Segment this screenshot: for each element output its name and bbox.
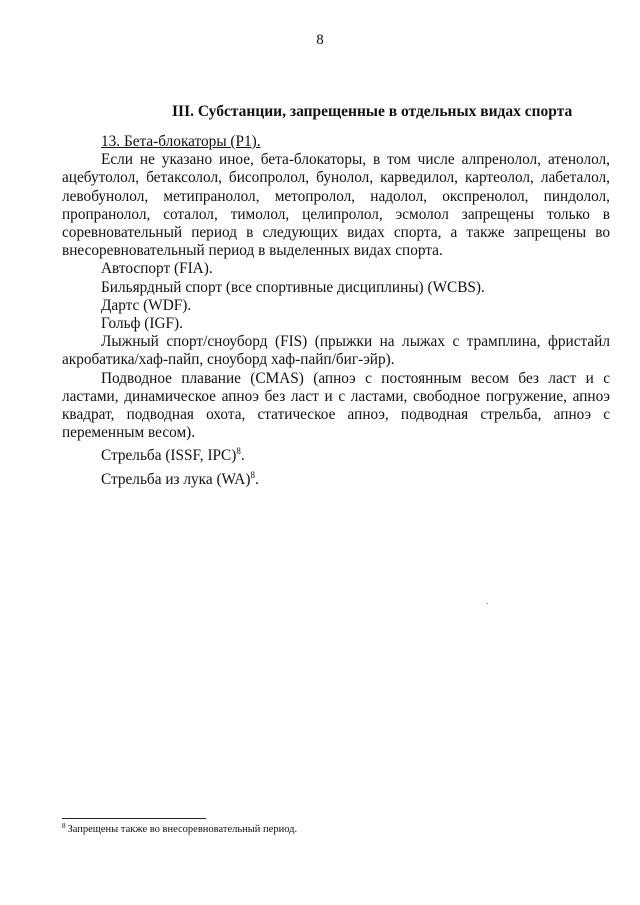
sport-item-shooting bbox=[62, 442, 610, 465]
sport-item-darts: Дартс (WDF). bbox=[101, 296, 192, 314]
footnote-text: Запрещены также во внесоревновательный период. bbox=[67, 824, 298, 835]
sport-item-underwater: Подводное плавание (CMAS) (апноэ с постоянным весом без ласт и с ластами, динамическое апноэ без ласт и с ластами, свободное погружение, апноэ квадрат, подводная охота, статическое апноэ, подводная стрельба, апноэ с переменным весом). bbox=[62, 369, 610, 442]
page-number: 8 bbox=[316, 32, 324, 48]
sport-item-archery bbox=[62, 466, 610, 489]
footnote-divider bbox=[62, 818, 206, 819]
sport-item-autosport: Автоспорт (FIA). bbox=[101, 260, 213, 278]
sport-item-billiards: Бильярдный спорт (все спортивные дисциплины) (WCBS). bbox=[101, 278, 485, 296]
shooting-tail: . bbox=[240, 447, 245, 465]
section-title: III. Субстанции, запрещенные в отдельных видах спорта bbox=[172, 103, 573, 120]
archery-tail: . bbox=[254, 470, 259, 488]
beta-blockers-paragraph: Если не указано иное, бета-блокаторы, в том числе алпренолол, атенолол, ацебутолол, бетаксолол, бисопролол, бунолол, карведилол, картеолол, лабеталол, левобунолол, метипранолол, метопролол, надолол, окспренолол, пиндолол, пропранолол, соталол, тимолол, целипролол, эсмолол запрещены только в соревновательный период в следующих видах спорта, а также запрещены во внесоревновательный период в выделенных видах спорта. bbox=[62, 151, 610, 260]
sport-item-ski-snowboard: Лыжный спорт/сноуборд (FIS) (прыжки на лыжах с трамплина, фристайл акробатика/хаф-пайп, сноуборд хаф-пайп/биг-эйр). bbox=[62, 333, 610, 369]
footnote bbox=[62, 822, 297, 835]
scan-speck bbox=[487, 603, 488, 604]
archery-text: Стрельба из лука (WA) bbox=[101, 470, 251, 488]
document-body bbox=[62, 133, 610, 489]
footnote-ref: 8 bbox=[236, 446, 241, 457]
footnote-ref: 8 bbox=[250, 469, 255, 480]
subsection-heading: 13. Бета-блокаторы (P1). bbox=[101, 133, 261, 150]
footnote-mark: 8 bbox=[62, 822, 66, 830]
shooting-text: Стрельба (ISSF, IPC) bbox=[101, 447, 237, 465]
sport-item-golf: Гольф (IGF). bbox=[101, 315, 183, 333]
